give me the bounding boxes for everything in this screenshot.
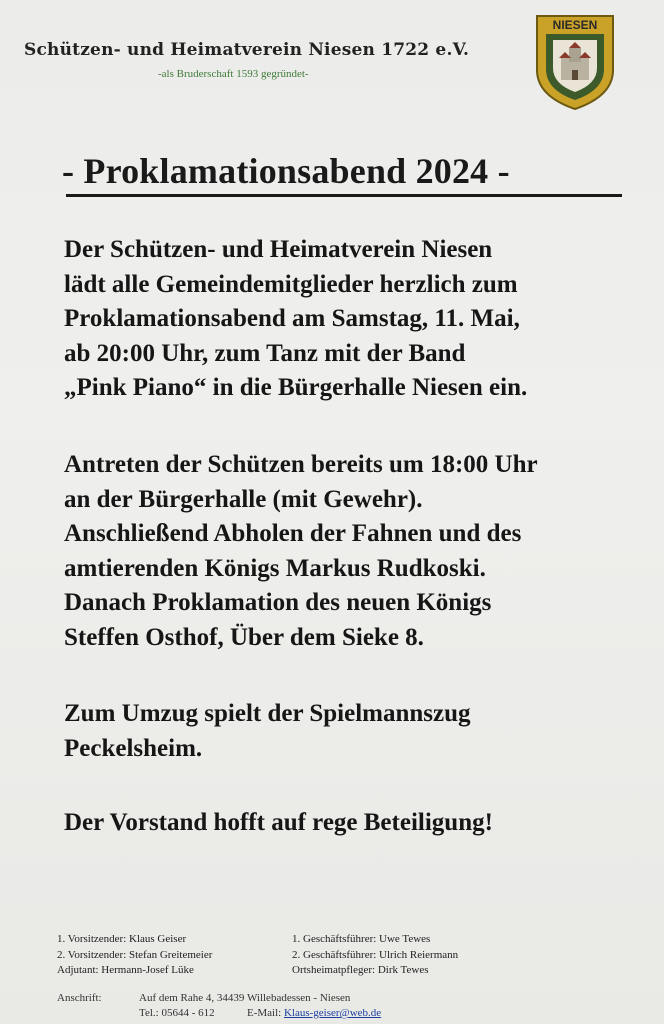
phone-number: Tel.: 05644 - 612	[139, 1007, 215, 1019]
officer-line: 2. Geschäftsführer: Ulrich Reiermann	[292, 948, 459, 961]
email-line	[247, 1006, 381, 1021]
officer-line: 2. Vorsitzender: Stefan Greitemeier	[57, 948, 213, 961]
club-founding-note: -als Bruderschaft 1593 gegründet-	[158, 68, 309, 80]
crest-name-text: NIESEN	[552, 18, 598, 32]
postal-address: Auf dem Rahe 4, 34439 Willebadessen - Niesen	[139, 992, 351, 1004]
music-paragraph: Zum Umzug spielt der Spielmannszug Peckelsheim.	[64, 700, 471, 762]
club-name: Schützen- und Heimatverein Niesen 1722 e.V.	[24, 40, 470, 60]
page-title: - Proklamationsabend 2024 -	[62, 151, 510, 191]
officer-line: 1. Geschäftsführer: Uwe Tewes	[292, 933, 431, 945]
board-list-left	[57, 932, 212, 979]
invitation-paragraph: Der Schützen- und Heimatverein Niesen lädt alle Gemeindemitglieder herzlich zum Proklamationsabend am Samstag, 11. Mai, ab 20:00 Uhr, zum Tanz mit der Band „Pink Piano“ in die Bürgerhalle Niesen ein.	[64, 236, 528, 401]
board-list-right	[292, 932, 458, 979]
club-crest-icon	[533, 12, 617, 112]
officer-line: Ortsheimatpfleger: Dirk Tewes	[292, 964, 429, 976]
officer-line: 1. Vorsitzender: Klaus Geiser	[57, 933, 187, 945]
closing-paragraph: Der Vorstand hofft auf rege Beteiligung!	[64, 809, 493, 836]
email-label: E-Mail:	[247, 1007, 282, 1019]
schedule-paragraph: Antreten der Schützen bereits um 18:00 Uhr an der Bürgerhalle (mit Gewehr). Anschließend Abholen der Fahnen und des amtierenden Königs Markus Rudkoski. Danach Proklamation des neuen Königs Steffen Osthof, Über dem Sieke 8.	[64, 451, 538, 651]
address-label: Anschrift:	[57, 992, 102, 1004]
email-link[interactable]: Klaus-geiser@web.de	[283, 1007, 382, 1019]
officer-line: Adjutant: Hermann-Josef Lüke	[57, 964, 194, 976]
title-underline	[66, 194, 622, 197]
